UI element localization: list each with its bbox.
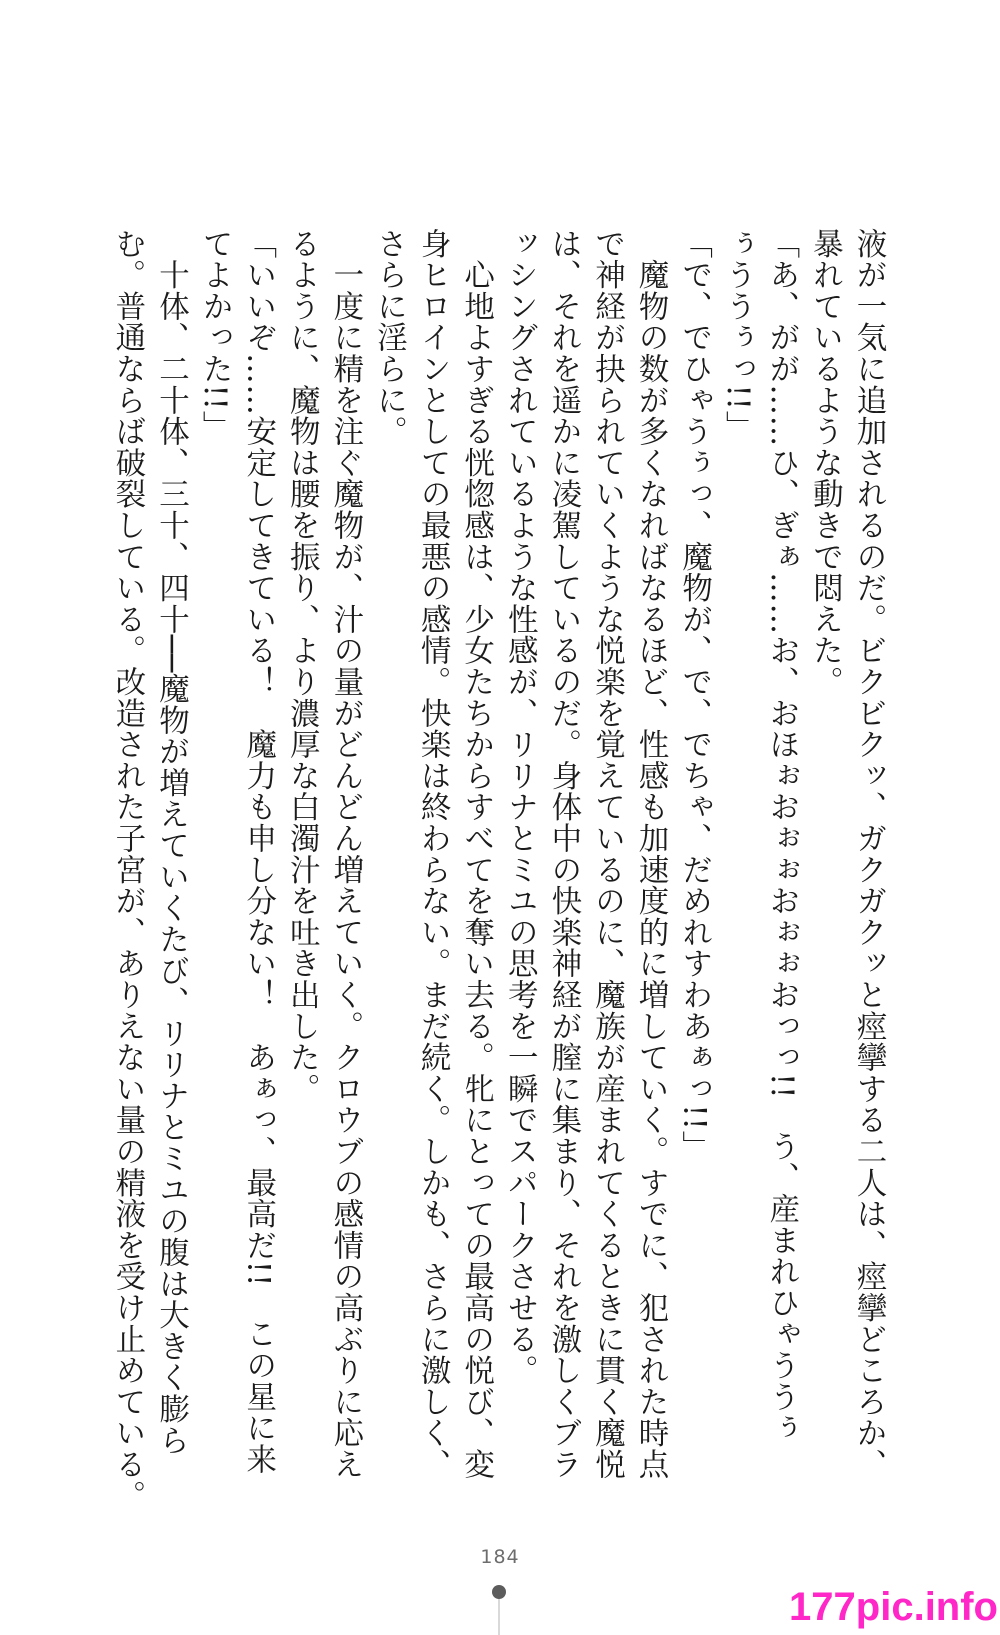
text-line: は、それを遥かに凌駕しているのだ。身体中の快楽神経が膣に集まり、それを激しくブラ [545, 228, 581, 1480]
page-marker-dot-icon [492, 1585, 506, 1599]
text-line: てよかった!!」 [197, 228, 233, 442]
text-line: む。普通ならば破裂している。改造された子宮が、ありえない量の精液を受け止めている。 [109, 228, 145, 1512]
text-line: 「で、でひゃうぅっ、魔物が、で、でちゃ、だめれすわあぁっ!!」 [676, 228, 712, 1162]
text-line: 液が一気に追加されるのだ。ビクビクッ、ガクガクッと痙攣する二人は、痙攣どころか、 [851, 228, 886, 1480]
text-line: 暴れているような動きで悶えた。 [807, 228, 843, 698]
text-line: で神経が抉られていくような悦楽を覚えているのに、魔族が産まれてくるときに貫く魔悦 [589, 228, 625, 1480]
vertical-text-body [109, 228, 890, 1512]
text-line: さらに淫らに。 [371, 228, 407, 448]
text-line: るように、魔物は腰を振り、より濃厚な白濁汁を吐き出した。 [284, 228, 320, 1105]
text-line: 十体、二十体、三十、四十──魔物が増えていくたび、リリナとミユの腹は大きく膨ら [153, 228, 189, 1456]
text-line: 「あ、がが……ひ、ぎぁ……お、おほぉおぉぉおぉぉおっっ!! う、産まれひゃううぅ [763, 228, 799, 1444]
text-line: 心地よすぎる恍惚感は、少女たちからすべてを奪い去る。牝にとっての最高の悦び、変 [458, 228, 494, 1480]
text-line: 一度に精を注ぐ魔物が、汁の量がどんどん増えていく。クロウブの感情の高ぶりに応え [327, 228, 363, 1480]
watermark: 177pic.info [789, 1585, 998, 1629]
page-number: 184 [480, 1546, 520, 1568]
text-line: ッシングされているような性感が、リリナとミユの思考を一瞬でスパークさせる。 [502, 228, 538, 1387]
text-line: 魔物の数が多くなればなるほど、性感も加速度的に増していく。すでに、犯された時点 [633, 228, 669, 1480]
text-line: 「いいぞ……安定してきている！ 魔力も申し分ない！ あぁっ、最高だ!! この星に来 [240, 228, 276, 1475]
text-line: ぅううぅっ!!」 [720, 228, 756, 442]
text-line: 身ヒロインとしての最悪の感情。快楽は終わらない。まだ続く。しかも、さらに激しく、 [415, 228, 451, 1480]
